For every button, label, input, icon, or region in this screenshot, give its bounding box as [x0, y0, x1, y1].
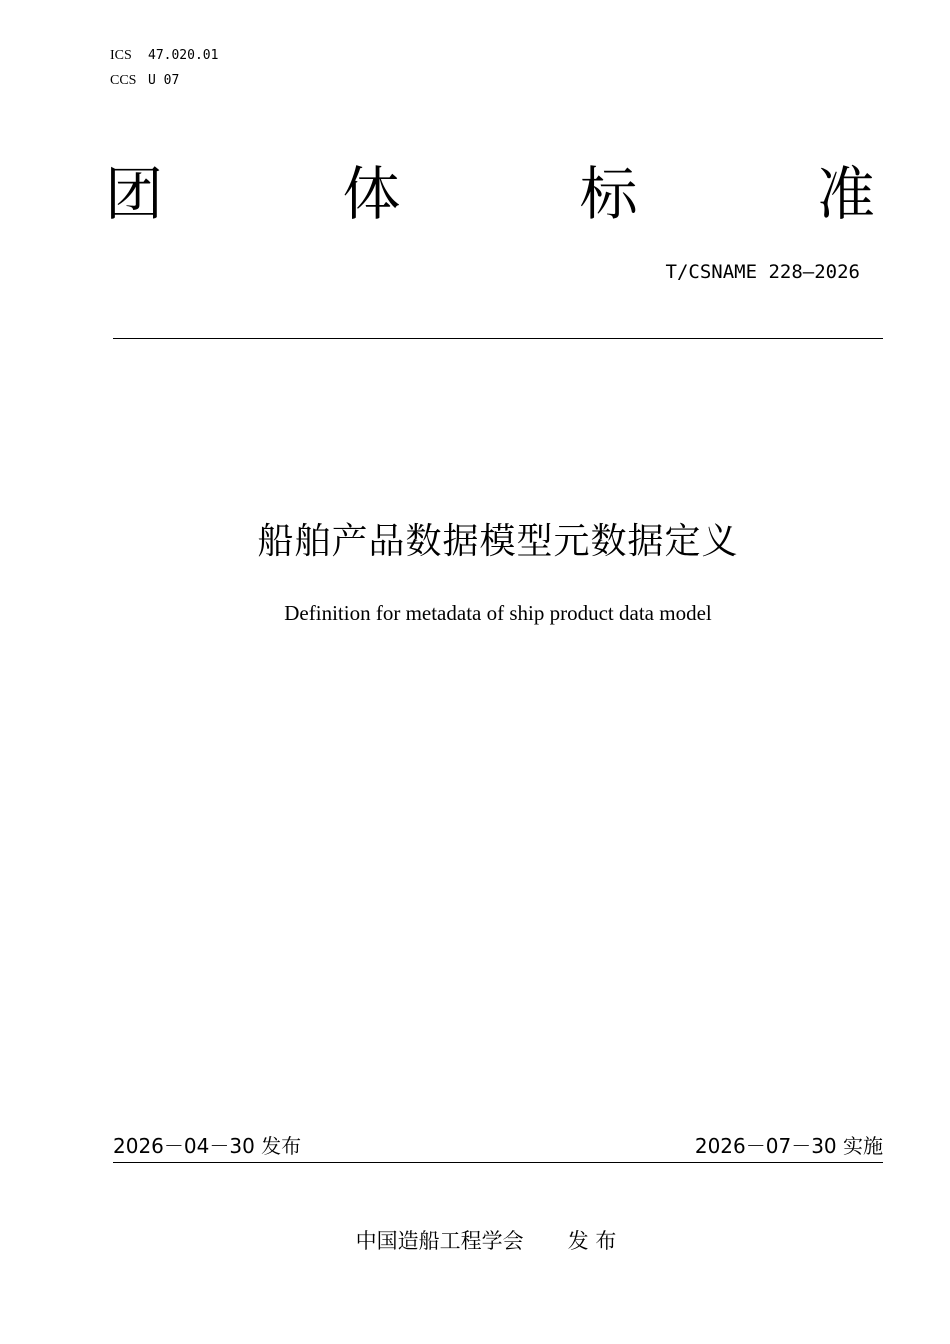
standard-type-title [105, 158, 875, 230]
standard-number: T/CSNAME 228—2026 [665, 261, 860, 283]
bottom-divider [113, 1162, 883, 1163]
standard-type-char: 体 [342, 160, 401, 228]
ics-code: 47.020.01 [148, 48, 219, 63]
standard-type-char: 团 [105, 160, 164, 228]
document-title-english: Definition for metadata of ship product data model [284, 601, 712, 625]
ics-classification [110, 46, 218, 65]
standard-type-char: 准 [816, 160, 875, 228]
publish-date: 2026－04－30 发布 [113, 1134, 302, 1158]
ccs-classification [110, 71, 179, 90]
ccs-code: U 07 [148, 73, 180, 88]
ics-label: ICS [110, 48, 132, 63]
top-divider [113, 338, 883, 339]
ccs-label: CCS [110, 73, 137, 88]
document-title-chinese: 船舶产品数据模型元数据定义 [257, 521, 739, 562]
publisher-line [0, 1227, 950, 1255]
publish-word: 发 布 [567, 1229, 617, 1253]
publisher-name: 中国造船工程学会 [355, 1229, 524, 1253]
standard-type-char: 标 [579, 160, 638, 228]
effective-date: 2026－07－30 实施 [694, 1134, 883, 1158]
